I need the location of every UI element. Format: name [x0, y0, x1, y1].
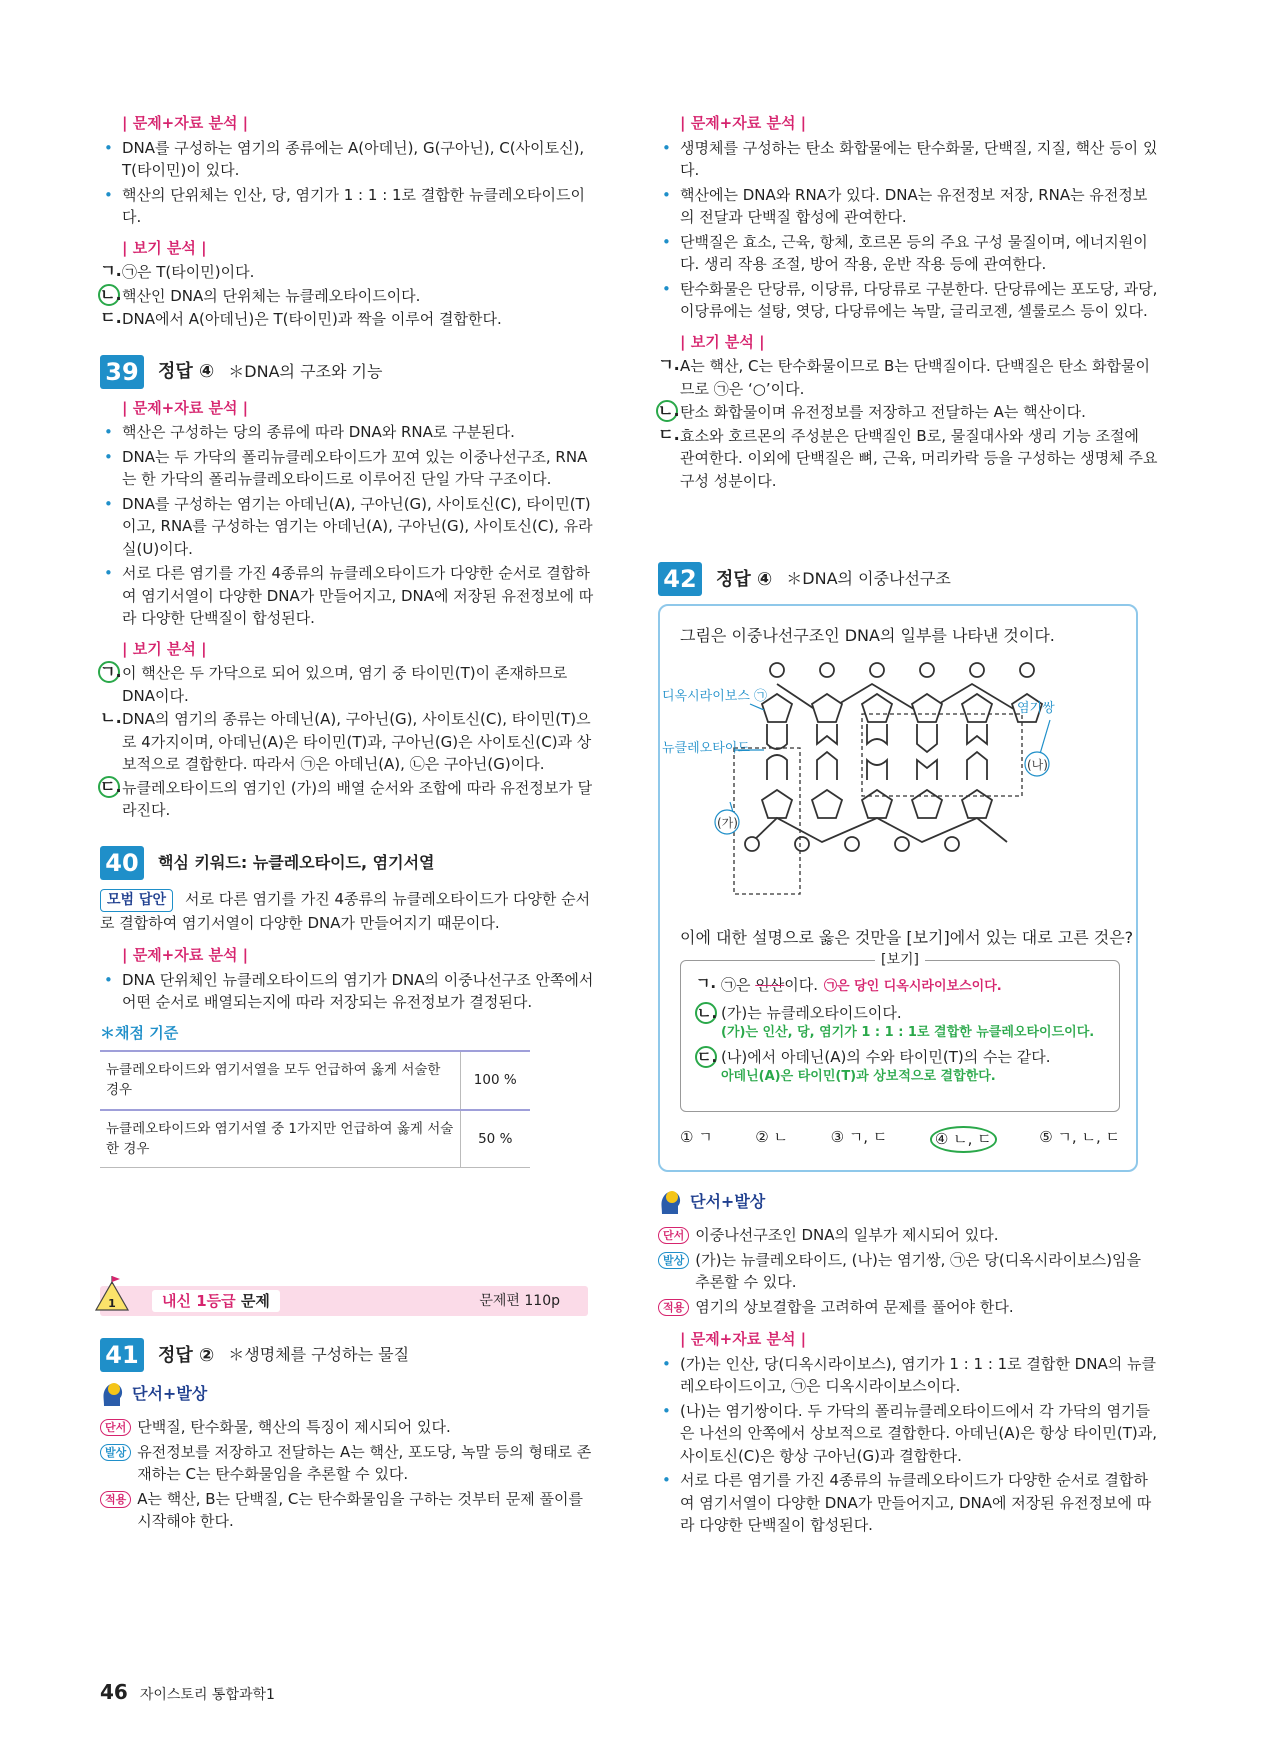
hint-text: 이중나선구조인 DNA의 일부가 제시되어 있다. [695, 1226, 999, 1244]
struck-word: 인산 [755, 976, 785, 994]
bullet-item: • 핵산의 단위체는 인산, 당, 염기가 1 : 1 : 1로 결합한 뉴클레오타이드이다. [100, 184, 600, 229]
hint-tag: 적용 [658, 1299, 689, 1316]
topic-label: ＊DNA의 구조와 기능 [228, 361, 383, 381]
keyword-label: 핵심 키워드: 뉴클레오타이드, 염기서열 [158, 852, 435, 872]
answer-choices [680, 1126, 1120, 1153]
hint-tag: 단서 [658, 1227, 689, 1244]
lightbulb-head-icon [658, 1188, 682, 1216]
bogi-item [100, 285, 600, 308]
bogi-title-text: [보기] [875, 952, 925, 968]
bullet-item: • 서로 다른 염기를 가진 4종류의 뉴클레오타이드가 다양한 순서로 결합하여 염기서열이 다양한 DNA가 만들어지고, DNA에 저장된 유전정보에 따라 다양한 단백질이 합성된다. [658, 1469, 1158, 1537]
bullet-item: • DNA를 구성하는 염기는 아데닌(A), 구아닌(G), 사이토신(C), 타이민(T)이고, RNA를 구성하는 염기는 아데닌(A), 구아닌(G), 사이토신(C), 유라실(U)이다. [100, 493, 600, 561]
bullet-item: • 서로 다른 염기를 가진 4종류의 뉴클레오타이드가 다양한 순서로 결합하여 염기서열이 다양한 DNA가 만들어지고, DNA에 저장된 유전정보에 따라 다양한 단백질이 합성된다. [100, 562, 600, 630]
table-row [100, 1110, 530, 1168]
answer-label: 정답 ④ [716, 568, 773, 590]
hint-tag: 발상 [658, 1252, 689, 1269]
label-nucleotide: 뉴클레오타이드 [662, 741, 750, 756]
bogi-text: A는 핵산, C는 탄수화물이므로 B는 단백질이다. 단백질은 탄소 화합물이므로 ㉠은 ‘○’이다. [680, 357, 1150, 398]
section-heading: | 보기 분석 | [122, 238, 207, 257]
question-stem: 그림은 이중나선구조인 DNA의 일부를 나타낸 것이다. [680, 626, 1055, 645]
question-42-header [658, 562, 1158, 596]
bogi-text: DNA의 염기의 종류는 아데닌(A), 구아닌(G), 사이토신(C), 타이민(T)으로 4가지이며, 아데닌(A)은 타이민(T)과, 구아닌(G)은 사이토신(C)과 상보적으로 결합한다. 따라서 ㉠은 아데닌(A), ㉡은 구아닌(G)이다. [122, 710, 592, 773]
bogi-text: ㉠은 [721, 976, 756, 994]
model-answer-badge: 모범 답안 [100, 889, 173, 912]
hint-tag: 적용 [100, 1491, 131, 1508]
page-footer [100, 1677, 275, 1707]
bullet-item: • 탄수화물은 단당류, 이당류, 다당류로 구분한다. 단당류에는 포도당, 과당, 이당류에는 설탕, 엿당, 다당류에는 녹말, 글리코젠, 셀룰로스 등이 있다. [658, 278, 1158, 323]
hint-text: 유전정보를 저장하고 전달하는 A는 핵산, 포도당, 녹말 등의 형태로 존재하는 C는 탄수화물임을 추론할 수 있다. [137, 1442, 592, 1483]
choice-5: ⑤ ㄱ, ㄴ, ㄷ [1039, 1128, 1120, 1146]
section-heading: | 문제+자료 분석 | [122, 946, 249, 964]
label-ga: (가) [717, 816, 738, 830]
hint-title: 단서+발상 [132, 1384, 208, 1403]
criteria-desc: 뉴클레오타이드와 염기서열을 모두 언급하여 옳게 서술한 경우 [100, 1051, 460, 1110]
hint-line [100, 1488, 600, 1533]
hint-line [658, 1249, 1158, 1294]
question-number: 42 [658, 562, 702, 596]
bullet-item: • (나)는 염기쌍이다. 두 가닥의 폴리뉴클레오타이드에서 각 가닥의 염기들은 나선의 안쪽에서 상보적으로 결합한다. 아데닌(A)은 항상 타이민(T)과, 사이토신(C)은 항상 구아닌(G)과 결합한다. [658, 1400, 1158, 1468]
left-column [100, 112, 600, 1535]
bogi-text: 핵산인 DNA의 단위체는 뉴클레오타이드이다. [122, 286, 421, 305]
correction-note: 아데닌(A)은 타이민(T)과 상보적으로 결합한다. [721, 1069, 996, 1084]
bogi-text: 이다. [784, 976, 818, 994]
correction-note: ㉠은 당인 디옥시라이보스이다. [824, 979, 1002, 994]
right-column [658, 112, 1158, 1539]
tent-icon [94, 1276, 130, 1312]
question-number: 41 [100, 1338, 144, 1372]
model-answer [100, 888, 600, 935]
criteria-desc: 뉴클레오타이드와 염기서열 중 1가지만 언급하여 옳게 서술한 경우 [100, 1110, 460, 1168]
bogi-mark-correct: ㄷ. [697, 1048, 718, 1066]
bogi-item [658, 425, 1158, 493]
bullet-item: • 단백질은 효소, 근육, 항체, 호르몬 등의 주요 구성 물질이며, 에너지원이다. 생리 작용 조절, 방어 작용, 운반 작용 등에 관여한다. [658, 231, 1158, 276]
bogi-mark: ㄴ. [100, 708, 122, 727]
question-number: 40 [100, 846, 144, 880]
section-heading: | 문제+자료 분석 | [680, 114, 807, 132]
hint-text: (가)는 뉴클레오타이드, (나)는 염기쌍, ㉠은 당(디옥시라이보스)임을 추론할 수 있다. [695, 1250, 1142, 1291]
label-na: (나) [1027, 758, 1048, 772]
bogi-item [100, 777, 600, 822]
hint-text: 단백질, 탄수화물, 핵산의 특징이 제시되어 있다. [137, 1418, 451, 1436]
bullet-item: • (가)는 인산, 당(디옥시라이보스), 염기가 1 : 1 : 1로 결합한 DNA의 뉴클레오타이드이고, ㉠은 디옥시라이보스이다. [658, 1353, 1158, 1398]
bullet-item: • 핵산에는 DNA와 RNA가 있다. DNA는 유전정보 저장, RNA는 유전정보의 전달과 단백질 합성에 관여한다. [658, 184, 1158, 229]
hint-line [658, 1296, 1158, 1319]
bogi-item [100, 708, 600, 776]
hint-tag: 단서 [100, 1419, 131, 1436]
criteria-score: 100 % [460, 1051, 530, 1110]
bullet-item: • DNA 단위체인 뉴클레오타이드의 염기가 DNA의 이중나선구조 안쪽에서 어떤 순서로 배열되는지에 따라 저장되는 유전정보가 결정된다. [100, 969, 600, 1014]
bogi-text: DNA에서 A(아데닌)은 T(타이민)과 짝을 이루어 결합한다. [122, 310, 502, 328]
topic-label: ＊DNA의 이중나선구조 [786, 569, 951, 588]
bogi-mark-correct: ㄴ. [697, 1004, 718, 1022]
bogi-mark: ㄱ. [695, 974, 717, 992]
bogi-item [100, 308, 600, 331]
criteria-table [100, 1050, 530, 1168]
banner-ref: 문제편 110p [479, 1292, 560, 1309]
bogi-item [658, 355, 1158, 400]
question-number: 39 [100, 355, 144, 389]
hint-header [658, 1188, 1158, 1216]
section-heading: | 문제+자료 분석 | [122, 398, 249, 417]
question-39-header [100, 355, 600, 389]
bogi-item [658, 401, 1158, 424]
bogi-text: ㉠은 T(타이민)이다. [122, 263, 255, 281]
bogi-title [681, 950, 1119, 971]
topic-label: ＊생명체를 구성하는 물질 [228, 1345, 410, 1364]
hint-text: A는 핵산, B는 단백질, C는 탄수화물임을 구하는 것부터 문제 풀이를 시작해야 한다. [137, 1489, 583, 1530]
section-heading: | 보기 분석 | [122, 639, 207, 658]
bogi-mark-correct: ㄷ. [100, 776, 122, 796]
bogi-text: (나)에서 아데닌(A)의 수와 타이민(T)의 수는 같다. [721, 1048, 1051, 1066]
bogi-mark-correct: ㄴ. [658, 401, 680, 420]
bogi-item [100, 662, 600, 707]
choice-3: ③ ㄱ, ㄷ [830, 1128, 888, 1146]
bogi-text: 뉴클레오타이드의 염기인 (가)의 배열 순서와 조합에 따라 유전정보가 달라진다. [122, 778, 593, 819]
bogi-mark-correct: ㄴ. [100, 284, 122, 304]
correction-note: (가)는 인산, 당, 염기가 1 : 1 : 1로 결합한 뉴클레오타이드이다. [721, 1025, 1095, 1040]
label-base-pair: 염기쌍 [1017, 701, 1055, 716]
dna-diagram [662, 652, 1112, 902]
hint-text: 염기의 상보결합을 고려하여 문제를 풀어야 한다. [695, 1297, 1014, 1316]
answer-label: 정답 ② [158, 1344, 215, 1366]
bogi-mark-correct: ㄱ. [100, 662, 122, 681]
bogi-box [680, 952, 1120, 1112]
choice-1: ① ㄱ [680, 1128, 713, 1146]
question-40-header [100, 846, 600, 880]
bogi-option-2 [695, 1003, 1105, 1043]
table-row [100, 1051, 530, 1110]
criteria-title: ＊채점 기준 [100, 1023, 179, 1042]
hint-line [658, 1224, 1158, 1247]
banner-level [152, 1290, 280, 1313]
bullet-item: • DNA는 두 가닥의 폴리뉴클레오타이드가 꼬여 있는 이중나선구조, RNA는 한 가닥의 폴리뉴클레오타이드로 이루어진 단일 가닥 구조이다. [100, 446, 600, 491]
bogi-mark: ㄷ. [100, 308, 122, 327]
model-answer-text: 서로 다른 염기를 가진 4종류의 뉴클레오타이드가 다양한 순서로 결합하여 염기서열이 다양한 DNA가 만들어지기 때문이다. [100, 889, 591, 932]
hint-line [100, 1441, 600, 1486]
section-heading: | 문제+자료 분석 | [122, 114, 249, 132]
hint-tag: 발상 [100, 1444, 131, 1461]
bogi-text: 이 핵산은 두 가닥으로 되어 있으며, 염기 중 타이민(T)이 존재하므로 DNA이다. [122, 664, 568, 705]
bullet-item: • 생명체를 구성하는 탄소 화합물에는 탄수화물, 단백질, 지질, 핵산 등이 있다. [658, 137, 1158, 182]
section-heading: | 보기 분석 | [680, 332, 765, 351]
question-ask: 이에 대한 설명으로 옳은 것만을 [보기]에서 있는 대로 고른 것은? [680, 928, 1134, 947]
level-banner [100, 1286, 588, 1316]
hint-title: 단서+발상 [690, 1192, 766, 1211]
choice-2: ② ㄴ [755, 1128, 789, 1146]
section-heading: | 문제+자료 분석 | [680, 1330, 807, 1348]
bogi-option-3 [695, 1047, 1105, 1087]
bullet-item: • 핵산은 구성하는 당의 종류에 따라 DNA와 RNA로 구분된다. [100, 421, 600, 444]
banner-badge: 1 [108, 1297, 116, 1310]
banner-level-a: 내신 1등급 [162, 1291, 236, 1310]
bogi-text: 효소와 호르몬의 주성분은 단백질인 B로, 물질대사와 생리 기능 조절에 관여한다. 이외에 단백질은 뼈, 근육, 머리카락 등을 구성하는 생명체 주요 구성 성분이다. [680, 426, 1158, 490]
bogi-option-1 [695, 975, 1105, 997]
bogi-item [100, 261, 600, 284]
bogi-mark: ㄱ. [100, 261, 122, 280]
bogi-text: 탄소 화합물이며 유전정보를 저장하고 전달하는 A는 핵산이다. [680, 403, 1086, 421]
bogi-mark: ㄱ. [658, 355, 680, 374]
choice-4-selected: ④ ㄴ, ㄷ [930, 1126, 997, 1153]
question-box [658, 604, 1138, 1172]
question-41-header [100, 1338, 600, 1372]
hint-header [100, 1380, 600, 1408]
banner-level-b: 문제 [240, 1291, 270, 1310]
bogi-text: (가)는 뉴클레오타이드이다. [721, 1004, 902, 1022]
criteria-score: 50 % [460, 1110, 530, 1168]
bogi-mark: ㄷ. [658, 424, 680, 444]
hint-line [100, 1416, 600, 1439]
answer-label: 정답 ④ [158, 361, 215, 382]
page-number: 46 [100, 1680, 128, 1704]
lightbulb-head-icon [100, 1380, 124, 1408]
label-deoxyribose: 디옥시라이보스 ㉠ [662, 689, 768, 704]
book-title: 자이스토리 통합과학1 [139, 1687, 275, 1703]
bullet-item: • DNA를 구성하는 염기의 종류에는 A(아데닌), G(구아닌), C(사이토신), T(타이민)이 있다. [100, 137, 600, 182]
